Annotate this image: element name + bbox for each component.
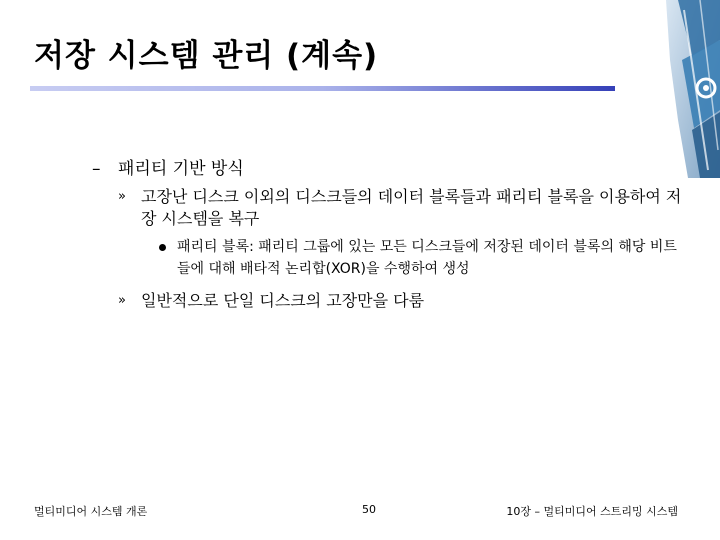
level1-text: 패리티 기반 방식 — [118, 159, 244, 179]
bullet-item-1 — [118, 186, 682, 230]
footer-page-number: 50 — [362, 503, 376, 516]
bullet-marker: » — [118, 189, 126, 204]
footer-chapter-title: 10장 – 멀티미디어 스트리밍 시스템 — [506, 505, 678, 518]
corner-building-photo — [648, 0, 720, 178]
bullet-text-2: 일반적으로 단일 디스크의 고장만을 다룸 — [141, 291, 425, 310]
level1-item — [92, 154, 244, 179]
sub-bullet-text: 패리티 블록: 패리티 그룹에 있는 모든 디스크들에 저장된 데이터 블록의 해당 비트들에 대해 배타적 논리합(XOR)을 수행하여 생성 — [177, 239, 677, 277]
bullet-item-2 — [118, 290, 682, 312]
bullet-dot-icon — [159, 244, 166, 251]
sub-bullet-item — [159, 236, 689, 280]
dash-marker: – — [92, 159, 101, 179]
title-underline — [30, 86, 615, 91]
bullet-marker: » — [118, 293, 126, 308]
slide-title: 저장 시스템 관리 (계속) — [34, 38, 379, 74]
footer-course-title: 멀티미디어 시스템 개론 — [34, 505, 148, 518]
bullet-text-1: 고장난 디스크 이외의 디스크들의 데이터 블록들과 패리티 블록을 이용하여 저장 시스템을 복구 — [141, 187, 682, 228]
